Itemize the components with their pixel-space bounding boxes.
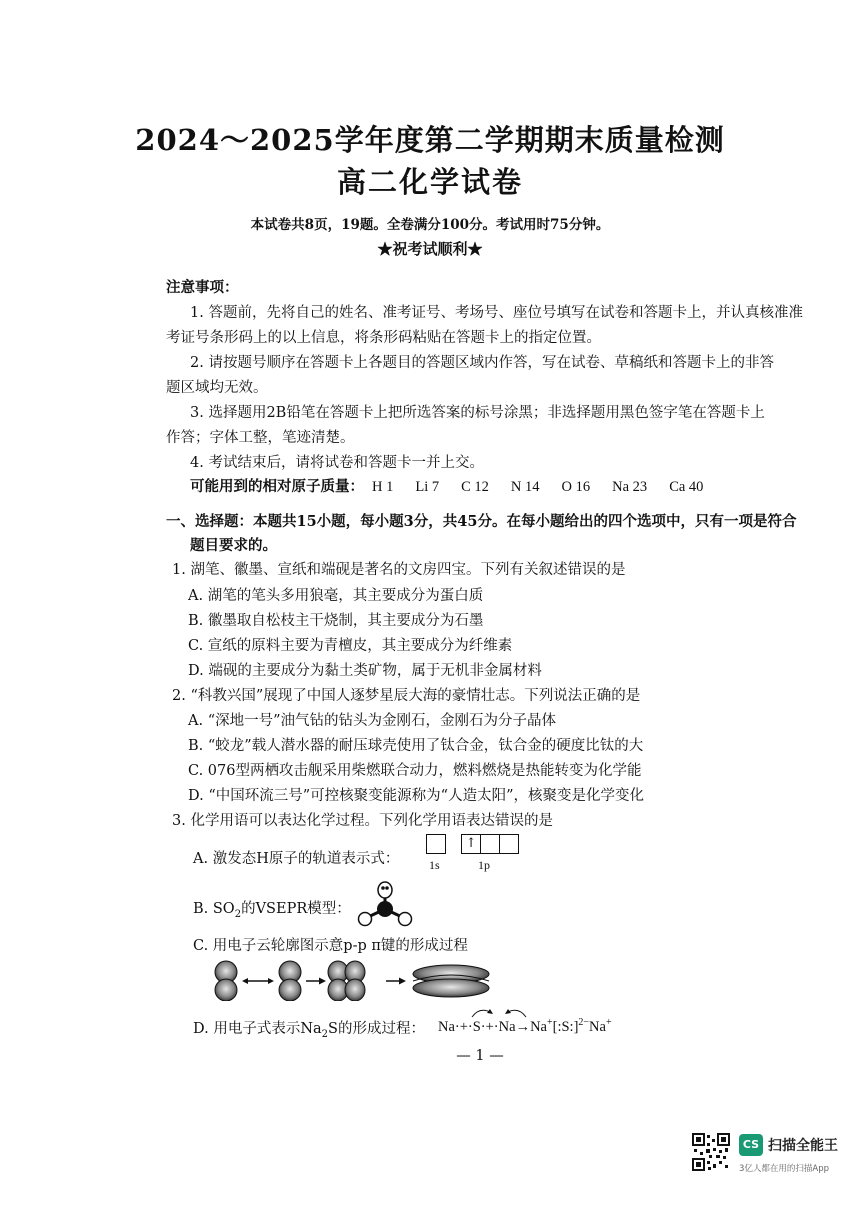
exam-subtitle: 高二化学试卷 bbox=[336, 165, 523, 199]
q2-option-a: A. “深地一号”油气钻的钻头为金刚石，金刚石为分子晶体 bbox=[188, 713, 557, 729]
q3-stem: 3. 化学用语可以表达化学过程。下列化学用语表达错误的是 bbox=[172, 813, 553, 829]
notice-item-1b: 考证号条形码上的以上信息，将条形码粘贴在答题卡上的指定位置。 bbox=[166, 330, 601, 346]
atomic-mass-li: Li 7 bbox=[415, 479, 440, 495]
q3-option-b-sub: 2 bbox=[234, 908, 242, 920]
notice-item-2a: 2. 请按题号顺序在答题卡上各题目的答题区域内作答，写在试卷、草稿纸和答题卡上的非答 bbox=[190, 355, 774, 371]
orbital-1s bbox=[426, 833, 446, 854]
q1-stem: 1. 湖笔、徽墨、宣纸和端砚是著名的文房四宝。下列有关叙述错误的是 bbox=[172, 562, 626, 578]
na2s-reactants: Na·+·S·+·Na bbox=[438, 1018, 516, 1035]
q3-option-c: C. 用电子云轮廓图示意p-p π键的形成过程 bbox=[193, 938, 468, 954]
q3-option-a-text: A. 激发态H原子的轨道表示式： bbox=[193, 851, 400, 867]
orbital-box-1p-2 bbox=[481, 834, 500, 854]
notice-heading: 注意事项： bbox=[166, 279, 239, 296]
q3-option-b-pre: B. SO bbox=[193, 901, 235, 917]
na-ion-1-charge: + bbox=[546, 1017, 553, 1028]
na-ion-2: Na bbox=[589, 1018, 606, 1035]
q1-option-a: A. 湖笔的笔头多用狼毫，其主要成分为蛋白质 bbox=[188, 588, 484, 604]
q2-stem: 2. “科教兴国”展现了中国人逐梦星辰大海的豪情壮志。下列说法正确的是 bbox=[172, 688, 641, 704]
na-ion-1: Na bbox=[530, 1018, 547, 1035]
q3-option-d-mid: S的形成过程： bbox=[328, 1021, 425, 1037]
atomic-mass-n: N 14 bbox=[510, 479, 540, 495]
q3-option-d bbox=[193, 1017, 425, 1040]
reaction-arrow: → bbox=[515, 1018, 531, 1035]
atomic-mass-na: Na 23 bbox=[612, 479, 648, 495]
q3-option-b bbox=[193, 897, 351, 920]
atomic-mass-h: H 1 bbox=[372, 479, 394, 495]
notice-item-3a: 3. 选择题用2B铅笔在答题卡上把所选答案的标号涂黑；非选择题用黑色签字笔在答题卡上 bbox=[190, 405, 765, 421]
q3-option-b-post: 的VSEPR模型： bbox=[241, 901, 351, 917]
notice-item-2b: 题区域均无效。 bbox=[166, 380, 268, 396]
q1-option-d: D. 端砚的主要成分为黏土类矿物，属于无机非金属材料 bbox=[188, 663, 542, 679]
q2-option-b: B. “蛟龙”载人潜水器的耐压球壳使用了钛合金，钛合金的硬度比钛的大 bbox=[188, 738, 644, 754]
pi-bond-formation-image bbox=[206, 959, 506, 1001]
orbital-box-1s bbox=[426, 834, 446, 854]
q2-option-c: C. 076型两栖攻击舰采用柴燃联合动力，燃料燃烧是热能转变为化学能 bbox=[188, 763, 642, 779]
page-number: — 1 — bbox=[456, 1048, 504, 1064]
orbital-label-1s: 1s bbox=[429, 858, 440, 872]
camscanner-name: 扫描全能王 bbox=[768, 1138, 838, 1154]
q2-option-d: D. “中国环流三号”可控核聚变能源称为“人造太阳”，核聚变是化学变化 bbox=[188, 788, 644, 804]
camscanner-logo-icon: CS bbox=[739, 1134, 763, 1156]
sulfide-ion-charge: 2− bbox=[578, 1017, 590, 1028]
atomic-mass-o: O 16 bbox=[561, 479, 591, 495]
orbital-box-1p-1: ↑ bbox=[461, 834, 481, 854]
q1-option-b: B. 徽墨取自松枝主干烧制，其主要成分为石墨 bbox=[188, 613, 484, 629]
atomic-mass-ca: Ca 40 bbox=[669, 479, 704, 495]
section1-heading-a: 一、选择题：本题共15小题，每小题3分，共45分。在每小题给出的四个选项中，只有一项是符合 bbox=[166, 513, 797, 530]
orbital-diagram bbox=[426, 833, 519, 854]
exam-wish: ★祝考试顺利★ bbox=[377, 240, 483, 258]
q1-option-c: C. 宣纸的原料主要为青檀皮，其主要成分为纤维素 bbox=[188, 638, 513, 654]
section1-heading-b: 题目要求的。 bbox=[190, 537, 277, 554]
atomic-mass-row bbox=[190, 475, 725, 496]
notice-item-1a: 1. 答题前，先将自己的姓名、准考证号、考场号、座位号填写在试卷和答题卡上，并认真核准准 bbox=[190, 305, 803, 321]
q3-option-d-pre: D. 用电子式表示Na bbox=[193, 1021, 322, 1037]
atomic-mass-c: C 12 bbox=[461, 479, 489, 495]
vsepr-model-image bbox=[355, 881, 415, 927]
sulfide-ion: [:S:] bbox=[552, 1018, 579, 1035]
notice-item-3b: 作答；字体工整，笔迹清楚。 bbox=[166, 430, 355, 446]
q3-option-a bbox=[193, 847, 399, 868]
na2s-electron-formula bbox=[438, 1017, 612, 1036]
orbital-1p bbox=[461, 833, 519, 854]
qr-code-icon bbox=[692, 1133, 730, 1171]
orbital-box-1p-3 bbox=[500, 834, 519, 854]
exam-title: 2024～2025学年度第二学期期末质量检测 bbox=[135, 123, 725, 157]
notice-item-4: 4. 考试结束后，请将试卷和答题卡一并上交。 bbox=[190, 455, 484, 471]
na-ion-2-charge: + bbox=[605, 1017, 612, 1028]
camscanner-slogan: 3亿人都在用的扫描App bbox=[739, 1164, 830, 1174]
q3-option-d-sub: 2 bbox=[321, 1028, 329, 1040]
exam-info: 本试卷共8页，19题。全卷满分100分。考试用时75分钟。 bbox=[250, 217, 610, 233]
orbital-label-1p: 1p bbox=[478, 858, 490, 872]
atomic-mass-label: 可能用到的相对原子质量： bbox=[190, 478, 364, 495]
